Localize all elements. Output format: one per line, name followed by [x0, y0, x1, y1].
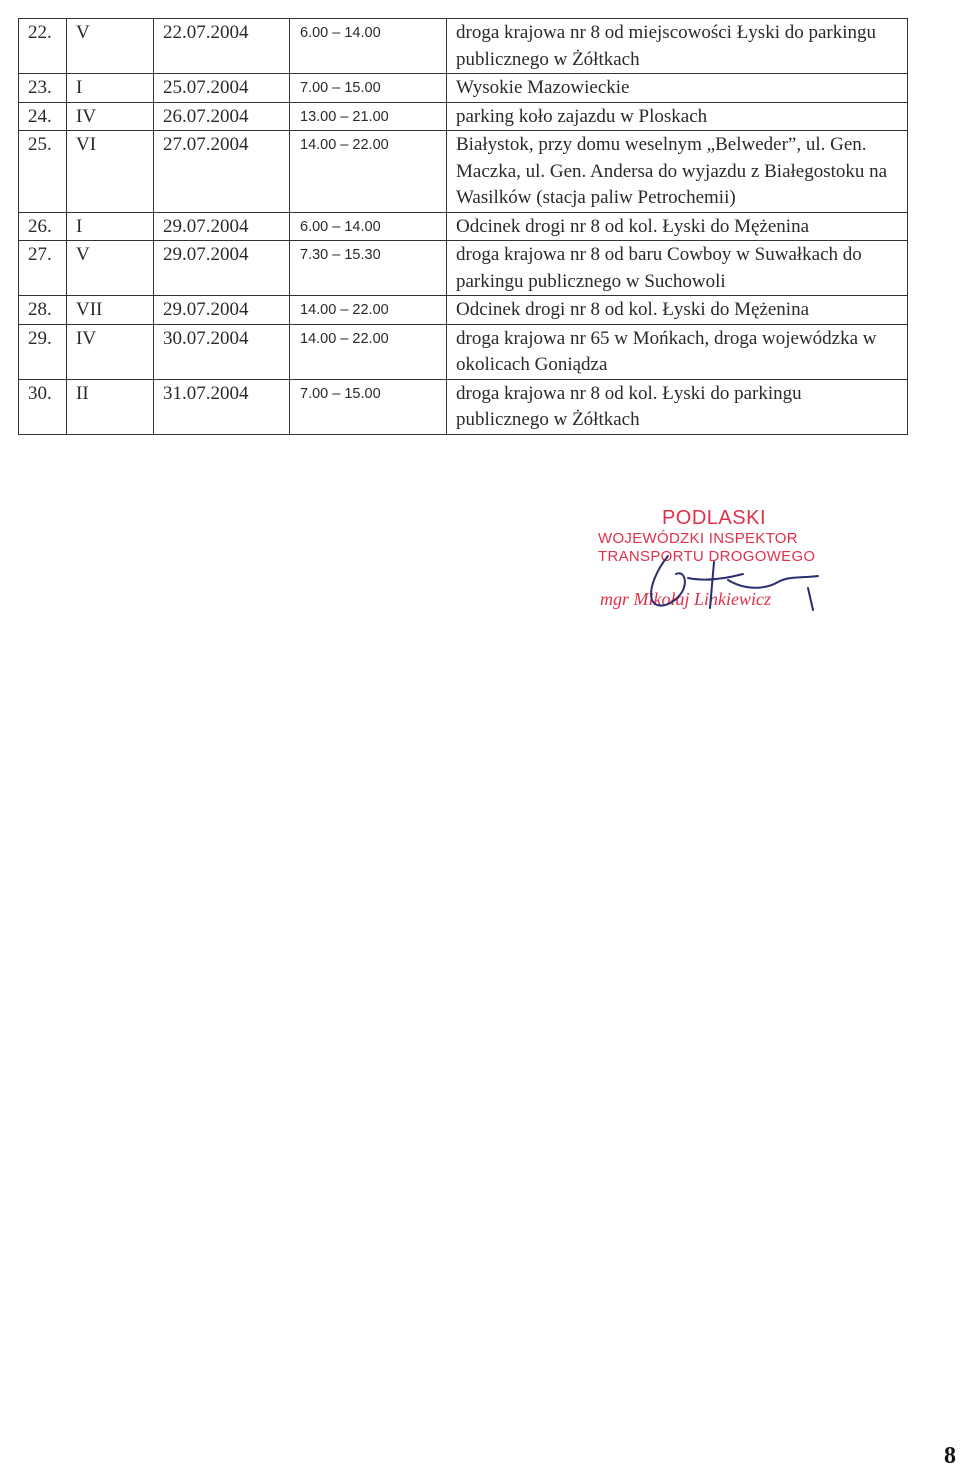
table-row [19, 324, 908, 379]
row-location: droga krajowa nr 8 od kol. Łyski do parkingu publicznego w Żółtkach [447, 379, 908, 434]
row-time: 14.00 – 22.00 [290, 324, 447, 379]
row-date: 29.07.2004 [154, 212, 290, 241]
schedule-body [19, 19, 908, 435]
row-number: 22. [19, 19, 67, 74]
table-row [19, 296, 908, 325]
row-time: 6.00 – 14.00 [290, 212, 447, 241]
row-shift: IV [67, 324, 154, 379]
row-shift: V [67, 241, 154, 296]
row-location: parking koło zajazdu w Ploskach [447, 102, 908, 131]
table-row [19, 379, 908, 434]
row-date: 31.07.2004 [154, 379, 290, 434]
row-number: 27. [19, 241, 67, 296]
row-date: 25.07.2004 [154, 74, 290, 103]
handwritten-signature [618, 548, 838, 618]
row-shift: I [67, 212, 154, 241]
stamp-line-3: TRANSPORTU DROGOWEGO [598, 548, 816, 565]
table-row [19, 241, 908, 296]
row-time: 7.00 – 15.00 [290, 379, 447, 434]
row-time: 6.00 – 14.00 [290, 19, 447, 74]
row-date: 29.07.2004 [154, 241, 290, 296]
table-row [19, 131, 908, 213]
row-shift: IV [67, 102, 154, 131]
row-time: 14.00 – 22.00 [290, 131, 447, 213]
row-location: Odcinek drogi nr 8 od kol. Łyski do Mężenina [447, 212, 908, 241]
row-time: 7.00 – 15.00 [290, 74, 447, 103]
table-row [19, 74, 908, 103]
stamp-line-2: WOJEWÓDZKI INSPEKTOR [598, 530, 798, 547]
stamp-line-1: PODLASKI [661, 507, 767, 529]
row-number: 29. [19, 324, 67, 379]
row-date: 30.07.2004 [154, 324, 290, 379]
row-date: 27.07.2004 [154, 131, 290, 213]
row-number: 26. [19, 212, 67, 241]
row-location: droga krajowa nr 8 od miejscowości Łyski do parkingu publicznego w Żółtkach [447, 19, 908, 74]
table-row [19, 19, 908, 74]
table-row [19, 212, 908, 241]
row-number: 25. [19, 131, 67, 213]
row-location: droga krajowa nr 65 w Mońkach, droga wojewódzka w okolicach Goniądza [447, 324, 908, 379]
row-time: 14.00 – 22.00 [290, 296, 447, 325]
row-shift: I [67, 74, 154, 103]
row-shift: V [67, 19, 154, 74]
row-location: droga krajowa nr 8 od baru Cowboy w Suwałkach do parkingu publicznego w Suchowoli [447, 241, 908, 296]
page-number: 8 [944, 1443, 956, 1469]
row-shift: VI [67, 131, 154, 213]
row-location: Białystok, przy domu weselnym „Belweder”, ul. Gen. Maczka, ul. Gen. Andersa do wyjazdu z Białegostoku na Wasilków (stacja paliw Petrochemii) [447, 131, 908, 213]
row-time: 7.30 – 15.30 [290, 241, 447, 296]
row-time: 13.00 – 21.00 [290, 102, 447, 131]
schedule-table [18, 18, 908, 435]
row-date: 29.07.2004 [154, 296, 290, 325]
row-number: 28. [19, 296, 67, 325]
row-location: Wysokie Mazowieckie [447, 74, 908, 103]
row-shift: II [67, 379, 154, 434]
row-date: 22.07.2004 [154, 19, 290, 74]
row-number: 23. [19, 74, 67, 103]
table-row [19, 102, 908, 131]
row-shift: VII [67, 296, 154, 325]
row-number: 30. [19, 379, 67, 434]
row-date: 26.07.2004 [154, 102, 290, 131]
row-number: 24. [19, 102, 67, 131]
row-location: Odcinek drogi nr 8 od kol. Łyski do Mężenina [447, 296, 908, 325]
stamp-signatory-name: mgr Mikołaj Linkiewicz [600, 589, 771, 609]
